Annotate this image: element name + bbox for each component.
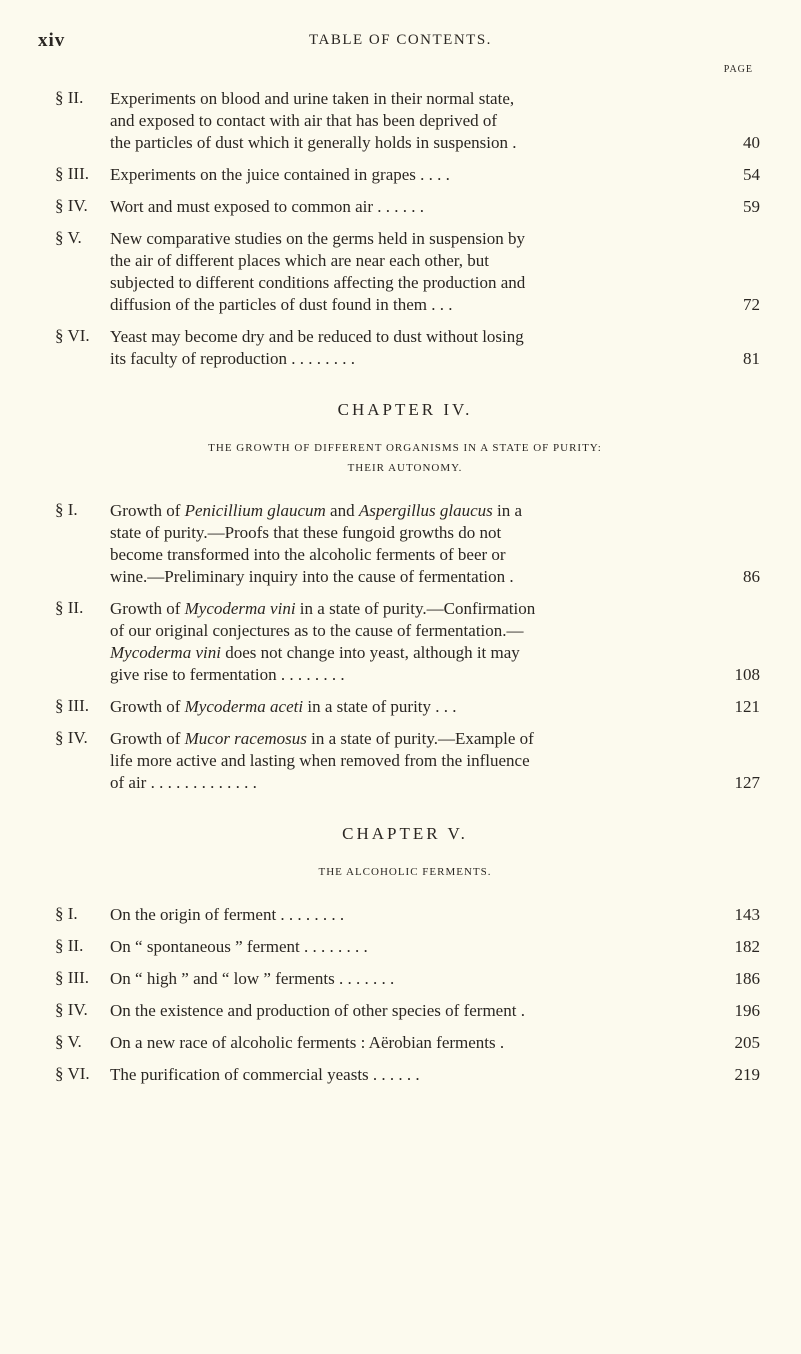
- section-number: § II.: [55, 88, 84, 107]
- toc-entry: [50, 936, 760, 958]
- section-number: § II.: [55, 936, 84, 955]
- chapter-subtitle-line: THE GROWTH OF DIFFERENT ORGANISMS IN A STATE OF PURITY:: [208, 442, 602, 454]
- entry-line: [50, 696, 760, 718]
- italic-term: Mucor racemosus: [184, 729, 307, 748]
- page-column-label: PAGE: [723, 64, 753, 75]
- section-number: § VI.: [55, 326, 90, 345]
- entry-text: in a: [492, 501, 523, 520]
- entry-text: life more active and lasting when removed from the influence: [110, 751, 530, 770]
- page-number: 40: [743, 133, 760, 152]
- entry-line: [50, 598, 760, 620]
- toc-entry: [50, 728, 760, 794]
- entry-text: diffusion of the particles of dust found in them . . .: [110, 295, 453, 314]
- entry-line: [50, 110, 760, 132]
- italic-term: Aspergillus glaucus: [358, 501, 493, 520]
- entry-line: [50, 1032, 760, 1054]
- entry-line: [50, 500, 760, 522]
- entry-line: [50, 522, 760, 544]
- entry-text: On “ high ” and “ low ” ferments . . . . . . .: [110, 969, 395, 988]
- entry-line: [50, 544, 760, 566]
- entry-text: New comparative studies on the germs held in suspension by: [110, 229, 526, 248]
- page-number: 196: [734, 1001, 760, 1020]
- running-head: TABLE OF CONTENTS.: [309, 32, 492, 48]
- italic-term: Mycoderma vini: [110, 643, 221, 662]
- entry-text: state of purity.—Proofs that these fungoid growths do not: [110, 523, 502, 542]
- entry-line: [50, 348, 760, 370]
- section-number: § III.: [55, 696, 89, 715]
- entry-line: [50, 772, 760, 794]
- section-number: § IV.: [55, 196, 88, 215]
- entry-line: [50, 664, 760, 686]
- entry-text: the air of different places which are near each other, but: [110, 251, 489, 270]
- entry-text: Yeast may become dry and be reduced to dust without losing: [110, 327, 524, 346]
- section-number: § II.: [55, 598, 84, 617]
- section-number: § I.: [55, 500, 78, 519]
- entry-line: [50, 904, 760, 926]
- entry-text: does not change into yeast, although it may: [220, 643, 520, 662]
- entry-text: Growth of: [110, 501, 185, 520]
- page-number: 54: [743, 165, 760, 184]
- entry-line: [50, 132, 760, 154]
- entry-text: Growth of: [110, 599, 185, 618]
- page-number: 186: [734, 969, 760, 988]
- entry-text: The purification of commercial yeasts . . . . . .: [110, 1065, 420, 1084]
- entry-text: of air . . . . . . . . . . . . .: [110, 773, 257, 792]
- entry-text: On “ spontaneous ” ferment . . . . . . . .: [110, 937, 368, 956]
- page-number: 143: [734, 905, 760, 924]
- table-of-contents: [50, 88, 760, 1096]
- entry-line: [50, 1000, 760, 1022]
- entry-line: [50, 728, 760, 750]
- section-number: § V.: [55, 1032, 82, 1051]
- entry-text: become transformed into the alcoholic ferments of beer or: [110, 545, 506, 564]
- section-number: § III.: [55, 164, 89, 183]
- entry-text: Experiments on the juice contained in grapes . . . .: [110, 165, 450, 184]
- entry-text: On the origin of ferment . . . . . . . .: [110, 905, 345, 924]
- toc-entry: [50, 1000, 760, 1022]
- entry-line: [50, 196, 760, 218]
- entry-line: [50, 164, 760, 186]
- chapter-subtitle-line: THEIR AUTONOMY.: [347, 462, 463, 474]
- entry-text: On the existence and production of other species of ferment .: [110, 1001, 525, 1020]
- italic-term: Penicillium glaucum: [184, 501, 326, 520]
- italic-term: Mycoderma vini: [184, 599, 296, 618]
- page-number: 81: [743, 349, 760, 368]
- entry-text: wine.—Preliminary inquiry into the cause of fermentation .: [110, 567, 514, 586]
- toc-entry: [50, 88, 760, 154]
- chapter-heading: CHAPTER V.: [342, 824, 468, 843]
- toc-entry: [50, 500, 760, 588]
- entry-text: Growth of: [110, 729, 185, 748]
- toc-entry: [50, 164, 760, 186]
- entry-text: the particles of dust which it generally holds in suspension .: [110, 133, 517, 152]
- page-number: 205: [734, 1033, 760, 1052]
- page-number: 108: [734, 665, 760, 684]
- entry-line: [50, 88, 760, 110]
- toc-entry: [50, 326, 760, 370]
- page-number: 59: [743, 197, 760, 216]
- entry-text: On a new race of alcoholic ferments : Aërobian ferments .: [110, 1033, 505, 1052]
- section-number: § V.: [55, 228, 82, 247]
- entry-line: [50, 228, 760, 250]
- chapter-heading: CHAPTER IV.: [337, 400, 473, 419]
- entry-text: give rise to fermentation . . . . . . . .: [110, 665, 345, 684]
- page-number: 121: [734, 697, 760, 716]
- toc-entry: [50, 196, 760, 218]
- entry-text: in a state of purity.—Example of: [306, 729, 534, 748]
- entry-text: Growth of: [110, 697, 185, 716]
- entry-text: Experiments on blood and urine taken in their normal state,: [110, 89, 515, 108]
- page-number: 127: [734, 773, 760, 792]
- entry-text: subjected to different conditions affecting the production and: [110, 273, 526, 292]
- entry-text: in a state of purity.—Confirmation: [295, 599, 536, 618]
- entry-text: and exposed to contact with air that has been deprived of: [110, 111, 498, 130]
- toc-entry: [50, 696, 760, 718]
- page-header: [0, 30, 801, 54]
- section-number: § VI.: [55, 1064, 90, 1083]
- page-number: 72: [743, 295, 760, 314]
- entry-text: in a state of purity . . .: [303, 697, 457, 716]
- toc-entry: [50, 1032, 760, 1054]
- page-number: 182: [734, 937, 760, 956]
- toc-entry: [50, 1064, 760, 1086]
- section-number: § IV.: [55, 728, 88, 747]
- page-folio: xiv: [38, 30, 66, 51]
- entry-line: [50, 250, 760, 272]
- entry-text: its faculty of reproduction . . . . . . . .: [110, 349, 356, 368]
- chapter-subtitle: [50, 862, 760, 882]
- entry-line: [50, 1064, 760, 1086]
- page-number: 219: [734, 1065, 760, 1084]
- toc-entry: [50, 228, 760, 316]
- entry-line: [50, 566, 760, 588]
- entry-line: [50, 620, 760, 642]
- page-number: 86: [743, 567, 760, 586]
- entry-text: of our original conjectures as to the cause of fermentation.—: [110, 621, 524, 640]
- entry-line: [50, 968, 760, 990]
- section-number: § IV.: [55, 1000, 88, 1019]
- entry-text: Wort and must exposed to common air . . . . . .: [110, 197, 425, 216]
- entry-line: [50, 294, 760, 316]
- toc-entry: [50, 598, 760, 686]
- chapter-subtitle-line: THE ALCOHOLIC FERMENTS.: [318, 866, 492, 878]
- entry-line: [50, 642, 760, 664]
- entry-line: [50, 750, 760, 772]
- chapter-subtitle: [50, 438, 760, 478]
- section-number: § I.: [55, 904, 78, 923]
- entry-line: [50, 936, 760, 958]
- toc-entry: [50, 904, 760, 926]
- entry-text: and: [325, 501, 359, 520]
- entry-line: [50, 272, 760, 294]
- italic-term: Mycoderma aceti: [184, 697, 304, 716]
- toc-entry: [50, 968, 760, 990]
- entry-line: [50, 326, 760, 348]
- section-number: § III.: [55, 968, 89, 987]
